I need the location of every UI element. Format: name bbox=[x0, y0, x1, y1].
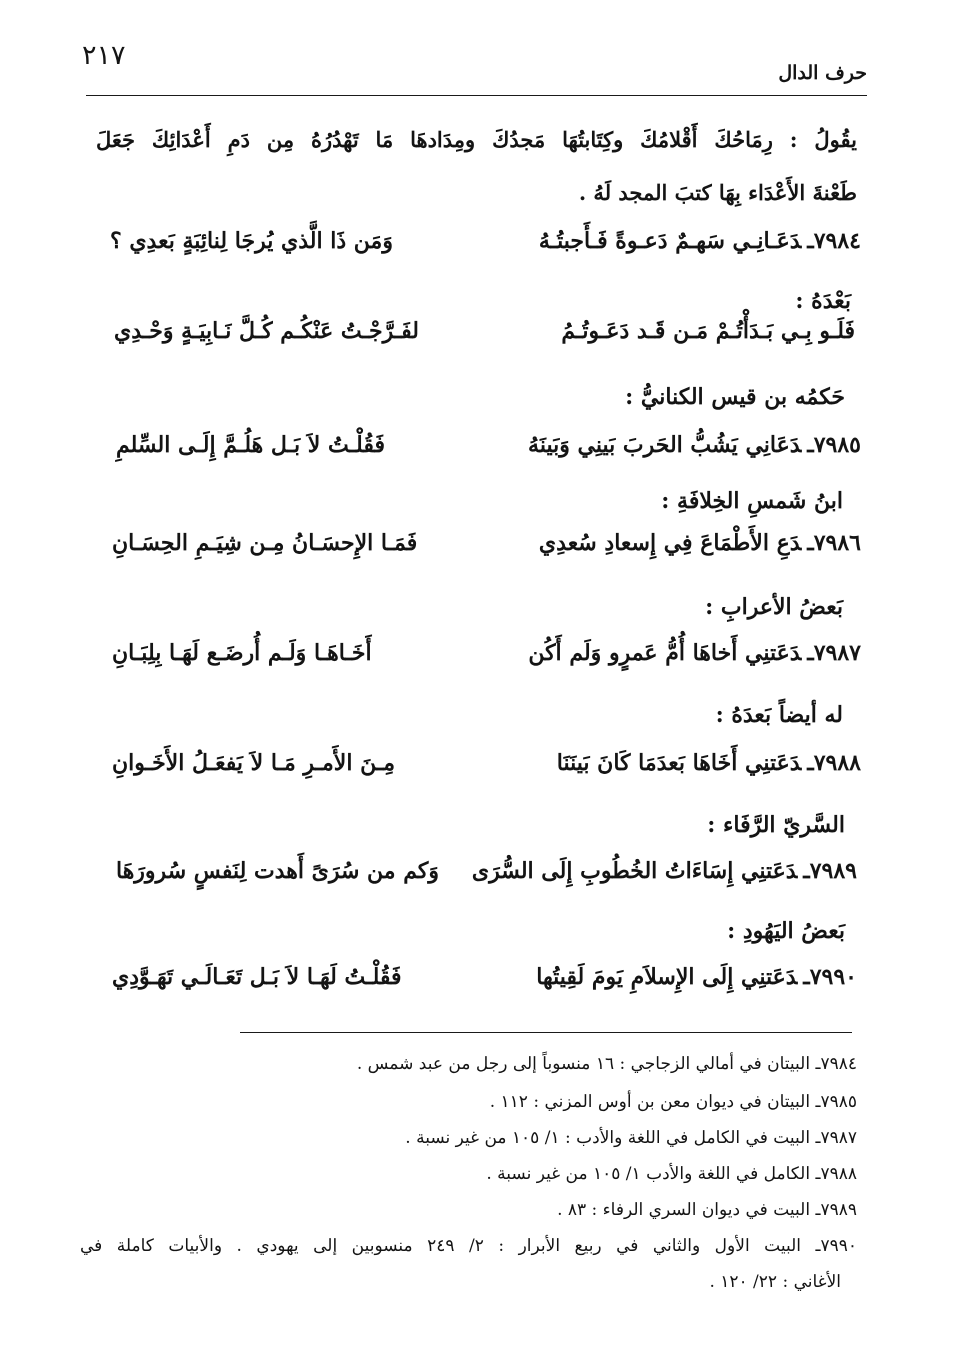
poet-attribution: بَعضُ الأعرابِ : bbox=[705, 594, 843, 620]
footnote-continuation: الأغاني : ٢٢/ ١٢٠ . bbox=[709, 1272, 841, 1292]
verse-7986 bbox=[112, 530, 861, 570]
hemistich-second: لفَـرَّجْـتُ عَنْكُـم كُـلَّ نَـابِيَـةٍ وَحْـدِي bbox=[114, 318, 419, 344]
poet-attribution: حَكمُه بن قيس الكنانيُّ : bbox=[625, 384, 845, 410]
footnote-rule bbox=[240, 1032, 852, 1033]
hemistich-first: ٧٩٨٨ـدَعَتنِي أَخَاهَا بَعدَمَا كَانَ بَينَنَا bbox=[556, 750, 861, 776]
verse-7985 bbox=[116, 432, 861, 472]
page-number: ٢١٧ bbox=[82, 40, 126, 71]
entry-number: ٧٩٨٦ـ bbox=[807, 530, 861, 556]
entry-number: ٧٩٨٧ـ bbox=[807, 640, 861, 666]
hemistich-first: ٧٩٩٠ـدَعَتنِي إِلَى الإِسلاَمِ يَومَ لَقِيتُها bbox=[536, 964, 857, 990]
hemistich-second: مِـنَ الأَمـرِ مَـا لاَ يَفعَـلُ الأَخَـوانِ bbox=[112, 750, 396, 776]
footnote: ٧٩٨٤ـ البيتان في أمالي الزجاجي : ١٦ منسوباً إلى رجل من عبد شمس . bbox=[356, 1054, 857, 1074]
entry-number: ٧٩٨٩ـ bbox=[803, 858, 857, 884]
footnote: ٧٩٨٧ـ البيت في الكامل في اللغة والأدب : ١/ ١٠٥ من غير نسبة . bbox=[405, 1128, 857, 1148]
verse-7984-2 bbox=[114, 318, 855, 358]
entry-number: ٧٩٨٨ـ bbox=[807, 750, 861, 776]
hemistich-first: ٧٩٨٤ـدَعَـانِـي سَهـمٌ دَعـوةً فَـأَجبتُـهُ bbox=[538, 228, 861, 254]
footnote: ٧٩٨٨ـ الكامل في اللغة والأدب ١/ ١٠٥ من غير نسبة . bbox=[486, 1164, 857, 1184]
hemistich-second: أَخَـاهَـا وَلَـم أُرضَـع لَهَـا بِلِبَـانِ bbox=[112, 640, 372, 666]
hemistich-first: ٧٩٨٥ـدَعَانِي يَشُبُّ الحَربَ بَينِي وَبَينَهُ bbox=[528, 432, 861, 458]
footnote: ٧٩٩٠ـ البيت الأول والثاني في ربيع الأبرار : ٢/ ٢٤٩ منسوبين إلى يهودي . والأبيات كاملة في bbox=[80, 1236, 857, 1256]
entry-number: ٧٩٨٥ـ bbox=[807, 432, 861, 458]
hemistich-second: وَمَن ذَا الَّذي يُرجَا لِنائِبَةٍ بَعدِي ؟ bbox=[110, 228, 393, 254]
entry-number: ٧٩٨٤ـ bbox=[807, 228, 861, 254]
running-head: حرف الدال bbox=[778, 62, 867, 84]
verse-7984-1 bbox=[110, 228, 861, 268]
hemistich-second: وَكم من سُرَىً أَهدت لِنَفسٍ سُرورَهَا bbox=[116, 858, 439, 884]
hemistich-first: ٧٩٨٧ـدَعَتنِي أَخاهَا أُمُّ عَمرٍو وَلَم أَكُن bbox=[528, 640, 861, 666]
intro-line-2: طَعْنةَ الأَعْدَاء بِهَا كتبَ المجد لَهُ . bbox=[578, 180, 857, 205]
footnote: ٧٩٨٩ـ البيت في ديوان السري الرفاء : ٨٣ . bbox=[557, 1200, 857, 1220]
footnote: ٧٩٨٥ـ البيتان في ديوان معن بن أوس المزني : ١١٢ . bbox=[489, 1092, 857, 1112]
header-rule bbox=[86, 95, 867, 96]
hemistich-first: ٧٩٨٦ـدَعِ الأَطْمَاعَ فِي إِسعادِ سُعدِي bbox=[538, 530, 861, 556]
poet-attribution: السَّريّ الرَّفَاء : bbox=[707, 812, 845, 838]
hemistich-first: ٧٩٨٩ـدَعَتنِي إِسَاءَاتُ الخُطُوبِ إِلَى السُّرَى bbox=[471, 858, 857, 884]
verse-7989 bbox=[116, 858, 857, 898]
poet-attribution: ابنُ شَمسِ الخِلافَةِ : bbox=[661, 488, 843, 514]
hemistich-second: فَقُلْـتُ لاَ بَـل هَلُـمَّ إِلَـى السِّلمِ bbox=[116, 432, 385, 458]
hemistich-second: فَمَـا الإِحسَـانُ مِـن شِيَـمِ الحِسَـانِ bbox=[112, 530, 418, 556]
verse-7990 bbox=[112, 964, 857, 1004]
poet-attribution: له أيضاً بَعدَهُ : bbox=[715, 702, 843, 728]
hemistich-second: فَقُلْـتُ لَهَـا لاَ بَـل تَعَـالَـي تَهَـوَّدِي bbox=[112, 964, 402, 990]
verse-lead-label: بَعْدَهُ : bbox=[795, 288, 851, 314]
entry-number: ٧٩٩٠ـ bbox=[803, 964, 857, 990]
intro-line-1: يقُولُ : رِمَاحُكَ أَقْلامُكَ وكِتَابتُهَا مَجدُكَ ومِدَادهَا مَا تَهْدُرُهُ مِن دَمِ أَعْدَائِكَ جَعَلَ bbox=[96, 127, 857, 152]
hemistich-first: فَلَـو بِـي بَـدَأْتُـمْ مَـن قَـد دَعَـوتُـمُ bbox=[561, 318, 855, 344]
verse-7988 bbox=[112, 750, 861, 790]
poet-attribution: بَعضُ اليَهُودِ : bbox=[727, 918, 845, 944]
verse-7987 bbox=[112, 640, 861, 680]
